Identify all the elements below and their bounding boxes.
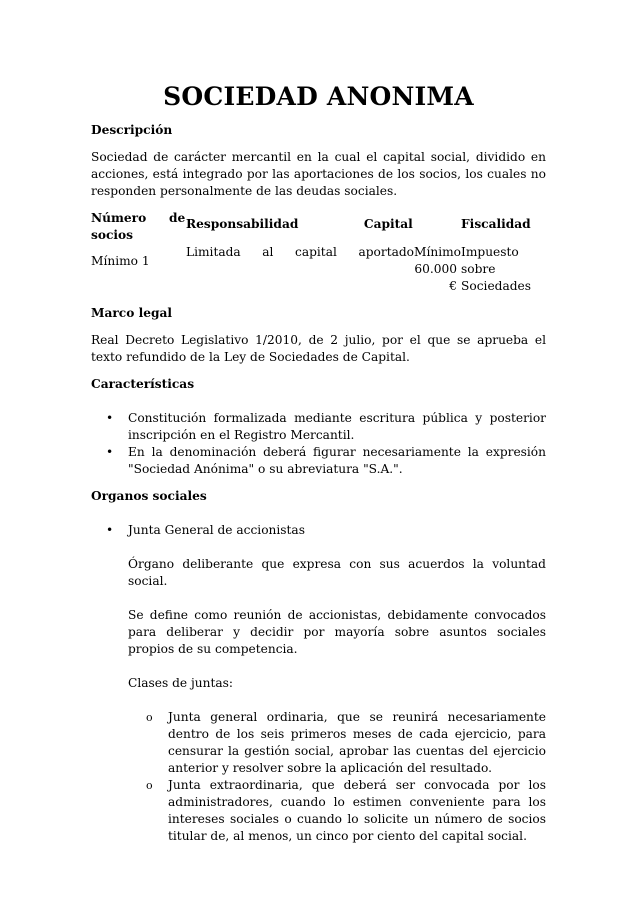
circle-bullet-icon: o [146, 779, 153, 792]
spacer [91, 393, 546, 410]
cell-capital-1: Mínimo 60.000 € [414, 245, 462, 293]
spacer [91, 295, 546, 305]
list-item-text: Junta General de accionistas [128, 523, 305, 537]
spacer [91, 478, 546, 488]
resp-capital-wrap [186, 244, 461, 295]
header-capital: Capital [363, 217, 413, 231]
circle-bullet-icon: o [146, 711, 153, 724]
list-item [106, 522, 546, 539]
bullet-icon: • [106, 445, 114, 459]
cell-socios: Mínimo 1 [91, 254, 150, 268]
header-numero-de: de [169, 211, 186, 225]
header-socios-label: socios [91, 228, 134, 242]
list-item-text: Junta extraordinaria, que deberá ser convocada por los administradores, cuando lo estimen conveniente para los intereses sociales o cuando lo solicite un número de socios titular de, al menos, un cinco por ciento del capital social. [168, 778, 546, 843]
marco-legal-text: Real Decreto Legislativo 1/2010, de 2 julio, por el que se aprueba el texto refundido de la Ley de Sociedades de Capital. [91, 333, 546, 364]
cell-responsabilidad: Limitada al capital aportado [186, 245, 414, 259]
organos-heading: Organos sociales [91, 489, 207, 503]
spacer [91, 200, 546, 210]
cell-responsabilidad-line1 [186, 244, 414, 295]
descripcion-heading: Descripción [91, 123, 173, 137]
header-numero-label: Número [91, 211, 147, 225]
cell-responsabilidad-capital [186, 244, 461, 295]
bullet-icon: • [106, 411, 114, 425]
organos-paragraph-1: Órgano deliberante que expresa con sus acuerdos la voluntad social. [128, 557, 546, 588]
spacer [91, 658, 546, 675]
descripcion-text: Sociedad de carácter mercantil en la cual el capital social, dividido en acciones, está integrado por las aportaciones de los socios, los cuales no responden personalmente de las deudas sociales. [91, 150, 546, 198]
spacer [91, 590, 546, 607]
list-item [146, 777, 546, 845]
list-item [106, 444, 546, 478]
bullet-icon: • [106, 523, 114, 537]
list-item-text: Junta general ordinaria, que se reunirá necesariamente dentro de los seis primeros meses de cada ejercicio, para censurar la gestión social, aprobar las cuentas del ejercicio anterior y resolver sobre la aplicación del resultado. [168, 710, 546, 775]
cell-fiscalidad-text: Impuesto sobre Sociedades [461, 245, 531, 293]
cell-capital-2: 60.000 € [414, 262, 458, 293]
table-header-row [91, 210, 546, 244]
organos-list [91, 522, 546, 539]
caracteristicas-list [91, 410, 546, 478]
spacer [91, 505, 546, 522]
header-responsabilidad: Responsabilidad [186, 217, 299, 231]
organos-paragraph-2: Se define como reunión de accionistas, debidamente convocados para deliberar y decidir por mayoría sobre asuntos sociales propios de su competencia. [128, 608, 546, 656]
cell-fiscalidad [461, 244, 546, 295]
spacer [91, 366, 546, 376]
list-item-text: En la denominación deberá figurar necesariamente la expresión "Sociedad Anónima" o su abreviatura "S.A.". [128, 445, 546, 476]
table-row [91, 244, 546, 295]
spacer [91, 322, 546, 332]
list-item-text: Constitución formalizada mediante escritura pública y posterior inscripción en el Registro Mercantil. [128, 411, 546, 442]
spacer [91, 539, 546, 556]
spacer [91, 692, 546, 709]
document-title: SOCIEDAD ANONIMA [163, 82, 474, 111]
spacer [91, 139, 546, 149]
header-fiscalidad: Fiscalidad [461, 217, 531, 231]
caracteristicas-heading: Características [91, 377, 195, 391]
clases-juntas-list [91, 709, 546, 845]
header-numero-socios [91, 210, 186, 244]
summary-table [91, 210, 546, 295]
marco-legal-heading: Marco legal [91, 306, 173, 320]
list-item [146, 709, 546, 777]
organos-paragraph-3: Clases de juntas: [128, 676, 233, 690]
list-item [106, 410, 546, 444]
